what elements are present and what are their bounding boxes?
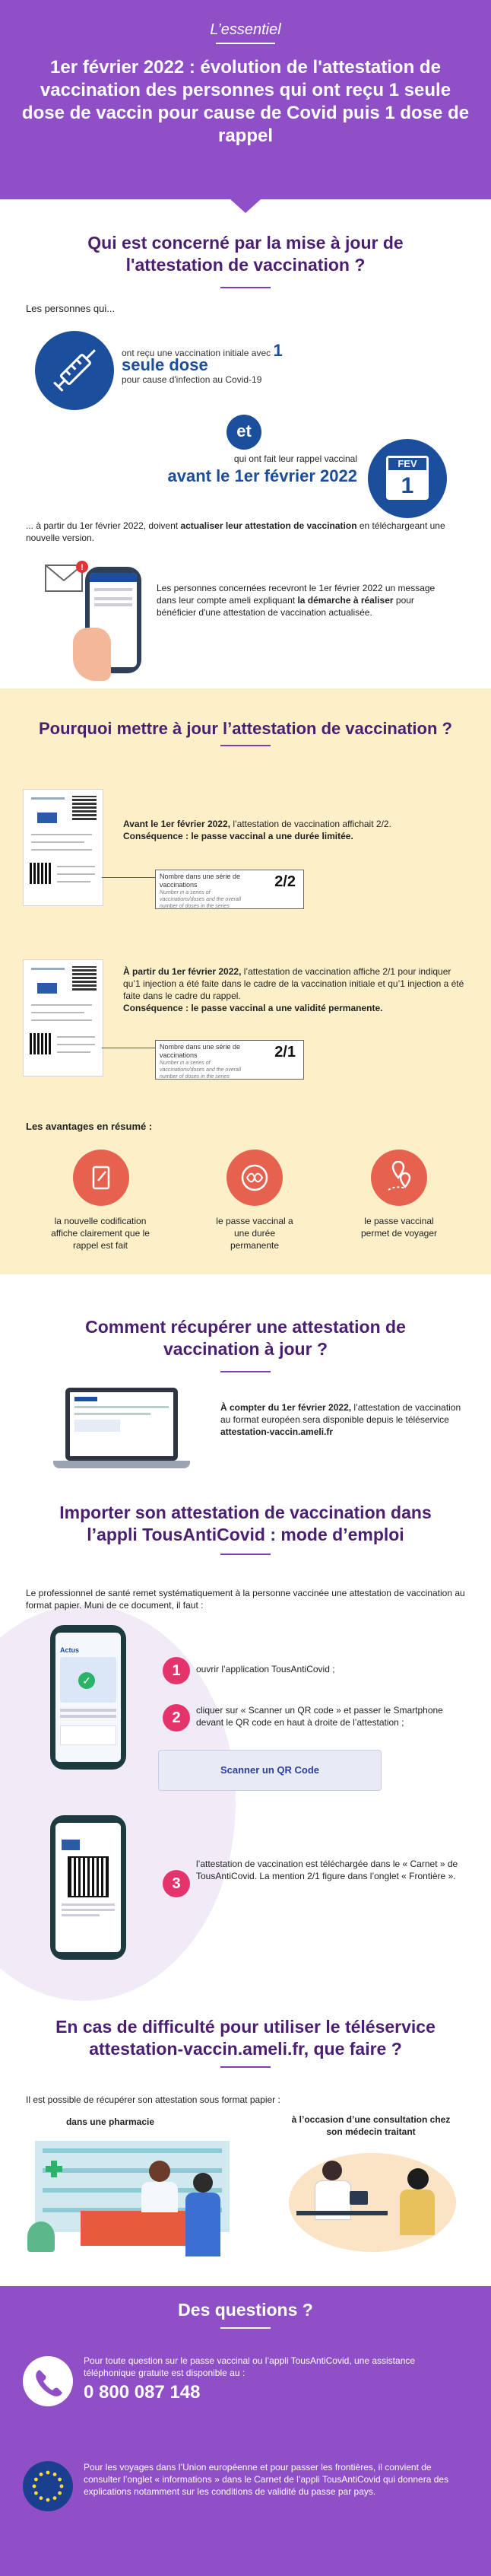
who-line2-pre: qui ont fait leur rappel vaccinal — [233, 453, 357, 464]
who-line1-pre: ont reçu une vaccination initiale avec — [122, 348, 271, 358]
phone-app-home — [50, 1625, 126, 1770]
how-text-mid: l’attestation de vaccination au format européen sera disponible depuis le téléservice — [220, 1402, 461, 1425]
who-section — [0, 217, 491, 711]
who-line2 — [106, 453, 357, 487]
before-mid: l’attestation de vaccination affichait 2/2. — [233, 819, 391, 829]
questions-underline — [220, 2327, 271, 2329]
before-dose-box — [155, 870, 304, 909]
after-strong: Conséquence : le passe vaccinal a une validité permanente. — [123, 1003, 383, 1013]
who-message — [157, 582, 453, 619]
who-line1-strong: 1 seule dose — [122, 341, 283, 374]
scan-qr-button[interactable]: Scanner un QR Code — [158, 1750, 382, 1791]
page-title: 1er février 2022 : évolution de l'attestation de vaccination des personnes qui ont reçu 1 seule dose de vaccin pour cause de Covid puis 1 dose de rappel — [21, 57, 470, 146]
envelope-icon — [44, 561, 90, 594]
who-underline — [220, 287, 271, 288]
before-strong: Conséquence : le passe vaccinal a une durée limitée. — [123, 831, 353, 841]
how-underline — [220, 1371, 271, 1372]
app-section — [0, 1491, 491, 1970]
header-banner — [0, 0, 491, 199]
app-title: Importer son attestation de vaccination dans l’appli TousAntiCovid : mode d’emploi — [59, 1503, 432, 1544]
who-message-pre: Les personnes concernées recevront le 1er février 2022 un message dans leur compte ameli expliquant — [157, 583, 436, 606]
app-label: Actus — [60, 1646, 80, 1654]
pharmacy-cross-icon — [46, 2161, 62, 2177]
after-attestation-doc — [23, 959, 103, 1077]
how-text-pre: À compter du 1er février 2022, — [220, 1402, 352, 1413]
syringe-icon — [35, 331, 114, 410]
eu-text: Pour les voyages dans l’Union européenne et pour passer les frontières, il convient de consulter l’onglet « informations » dans le Carnet de l’appli TousAntiCovid qui donnera des explications notamment sur les conditions de validité du passe par pays. — [84, 2462, 449, 2497]
step-2-text: cliquer sur « Scanner un QR code » et passer le Smartphone devant le QR code en haut à droite de l’attestation ; — [196, 1705, 443, 1728]
header-pointer — [230, 199, 261, 213]
calendar-month: FEV — [386, 456, 429, 472]
before-box-label: Nombre dans une série de vaccinations — [160, 873, 241, 889]
eu-flag-icon — [23, 2461, 73, 2511]
who-line2-strong: avant le 1er février 2022 — [167, 466, 357, 485]
who-title: Qui est concerné par la mise à jour de l'attestation de vaccination ? — [87, 233, 404, 275]
advantage-1: la nouvelle codification affiche clairement que le rappel est fait — [51, 1216, 150, 1251]
step-3-number: 3 — [163, 1870, 190, 1897]
map-pin-icon — [371, 1150, 427, 1206]
hand-shape — [73, 628, 111, 681]
how-link[interactable]: attestation-vaccin.ameli.fr — [220, 1426, 334, 1437]
after-text — [123, 965, 467, 1014]
advantages-title: Les avantages en résumé : — [26, 1121, 153, 1132]
et-badge: et — [226, 415, 261, 450]
qr-code-icon — [68, 1856, 109, 1897]
after-dose-box — [155, 1040, 304, 1080]
after-box-sub: Number in a series of vaccinations/doses and the overall number of doses in the series — [160, 1061, 242, 1080]
trouble-right: à l’occasion d’une consultation chez son médecin traitant — [291, 2114, 451, 2137]
kicker: L’essentiel — [210, 21, 281, 38]
before-pre: Avant le 1er février 2022, — [123, 819, 230, 829]
trouble-intro: Il est possible de récupérer son attestation sous format papier : — [26, 2094, 280, 2105]
who-action — [26, 520, 459, 544]
qr-code-icon — [72, 796, 97, 820]
app-underline — [220, 1554, 271, 1555]
before-ratio: 2/2 — [274, 873, 296, 890]
why-section — [0, 689, 491, 1274]
who-message-strong: la démarche à réaliser — [297, 595, 394, 606]
trouble-left: dans une pharmacie — [65, 2116, 155, 2127]
phone-text: Pour toute question sur le passe vaccinal ou l’appli TousAntiCovid, une assistance téléphonique gratuite est disponible au : — [84, 2355, 416, 2378]
step-1-text: ouvrir l’application TousAntiCovid ; — [196, 1664, 335, 1674]
check-badge-icon: ✓ — [78, 1672, 95, 1689]
questions-title: Des questions ? — [178, 2300, 313, 2320]
trouble-section — [0, 2008, 491, 2260]
step-1-number: 1 — [163, 1657, 190, 1684]
advantage-3: le passe vaccinal permet de voyager — [360, 1216, 438, 1239]
svg-text:!: ! — [81, 563, 84, 572]
phone-app-certificate — [50, 1815, 126, 1960]
pencil-icon — [73, 1150, 129, 1206]
who-action-pre: ... à partir du 1er février 2022, doivent — [26, 520, 179, 531]
kicker-underline — [216, 43, 275, 44]
how-text — [220, 1401, 464, 1438]
step-2-number: 2 — [163, 1704, 190, 1732]
phone-icon — [23, 2356, 73, 2406]
who-line1-post: pour cause d'infection au Covid-19 — [122, 374, 262, 385]
qr-code-icon — [72, 966, 97, 991]
who-action-strong: actualiser leur attestation de vaccination — [180, 520, 357, 531]
who-action-post: en téléchargeant une nouvelle version. — [26, 520, 445, 543]
who-message-post: pour bénéficier d'une attestation de vaccination actualisée. — [157, 595, 414, 618]
pharmacy-illustration — [27, 2138, 237, 2260]
trouble-underline — [220, 2066, 271, 2068]
how-section — [0, 1309, 491, 1484]
before-connector — [102, 877, 155, 878]
trouble-title: En cas de difficulté pour utiliser le téléservice attestation-vaccin.ameli.fr, que faire ? — [55, 2017, 436, 2059]
advantage-2: le passe vaccinal a une durée permanente — [216, 1216, 293, 1251]
after-pre: À partir du 1er février 2022, — [123, 966, 242, 977]
doctor-illustration — [274, 2138, 471, 2260]
app-intro: Le professionnel de santé remet systématiquement à la personne vaccinée une attestation de vaccination au format papier. Muni de ce document, il faut : — [26, 1588, 465, 1611]
before-text — [123, 818, 442, 842]
why-underline — [220, 745, 271, 746]
before-attestation-doc — [23, 789, 103, 906]
after-ratio: 2/1 — [274, 1044, 296, 1061]
who-line1 — [122, 341, 319, 386]
calendar-day: 1 — [401, 473, 414, 498]
laptop-illustration — [53, 1388, 190, 1479]
questions-footer — [0, 2286, 491, 2576]
how-title: Comment récupérer une attestation de vaccination à jour ? — [85, 1317, 406, 1359]
step-3-text: l’attestation de vaccination est téléchargée dans le « Carnet » de TousAntiCovid. La mention 2/1 figure dans l’onglet « Frontière ». — [196, 1859, 458, 1881]
calendar-icon — [368, 439, 447, 518]
who-intro: Les personnes qui... — [26, 303, 116, 314]
before-box-sub: Number in a series of vaccinations/doses and the overall number of doses in the series — [160, 890, 242, 909]
infinity-icon — [226, 1150, 283, 1206]
phone-number[interactable]: 0 800 087 148 — [84, 2382, 201, 2403]
after-box-label: Nombre dans une série de vaccinations — [160, 1043, 241, 1059]
why-title: Pourquoi mettre à jour l’attestation de vaccination ? — [39, 719, 452, 738]
after-mid: l’attestation de vaccination affiche 2/1 pour indiquer qu’1 injection a été faite dans le cadre de la vaccination initiale et qu’1 injection a été faite dans le cadre du rappel. — [123, 966, 464, 1001]
